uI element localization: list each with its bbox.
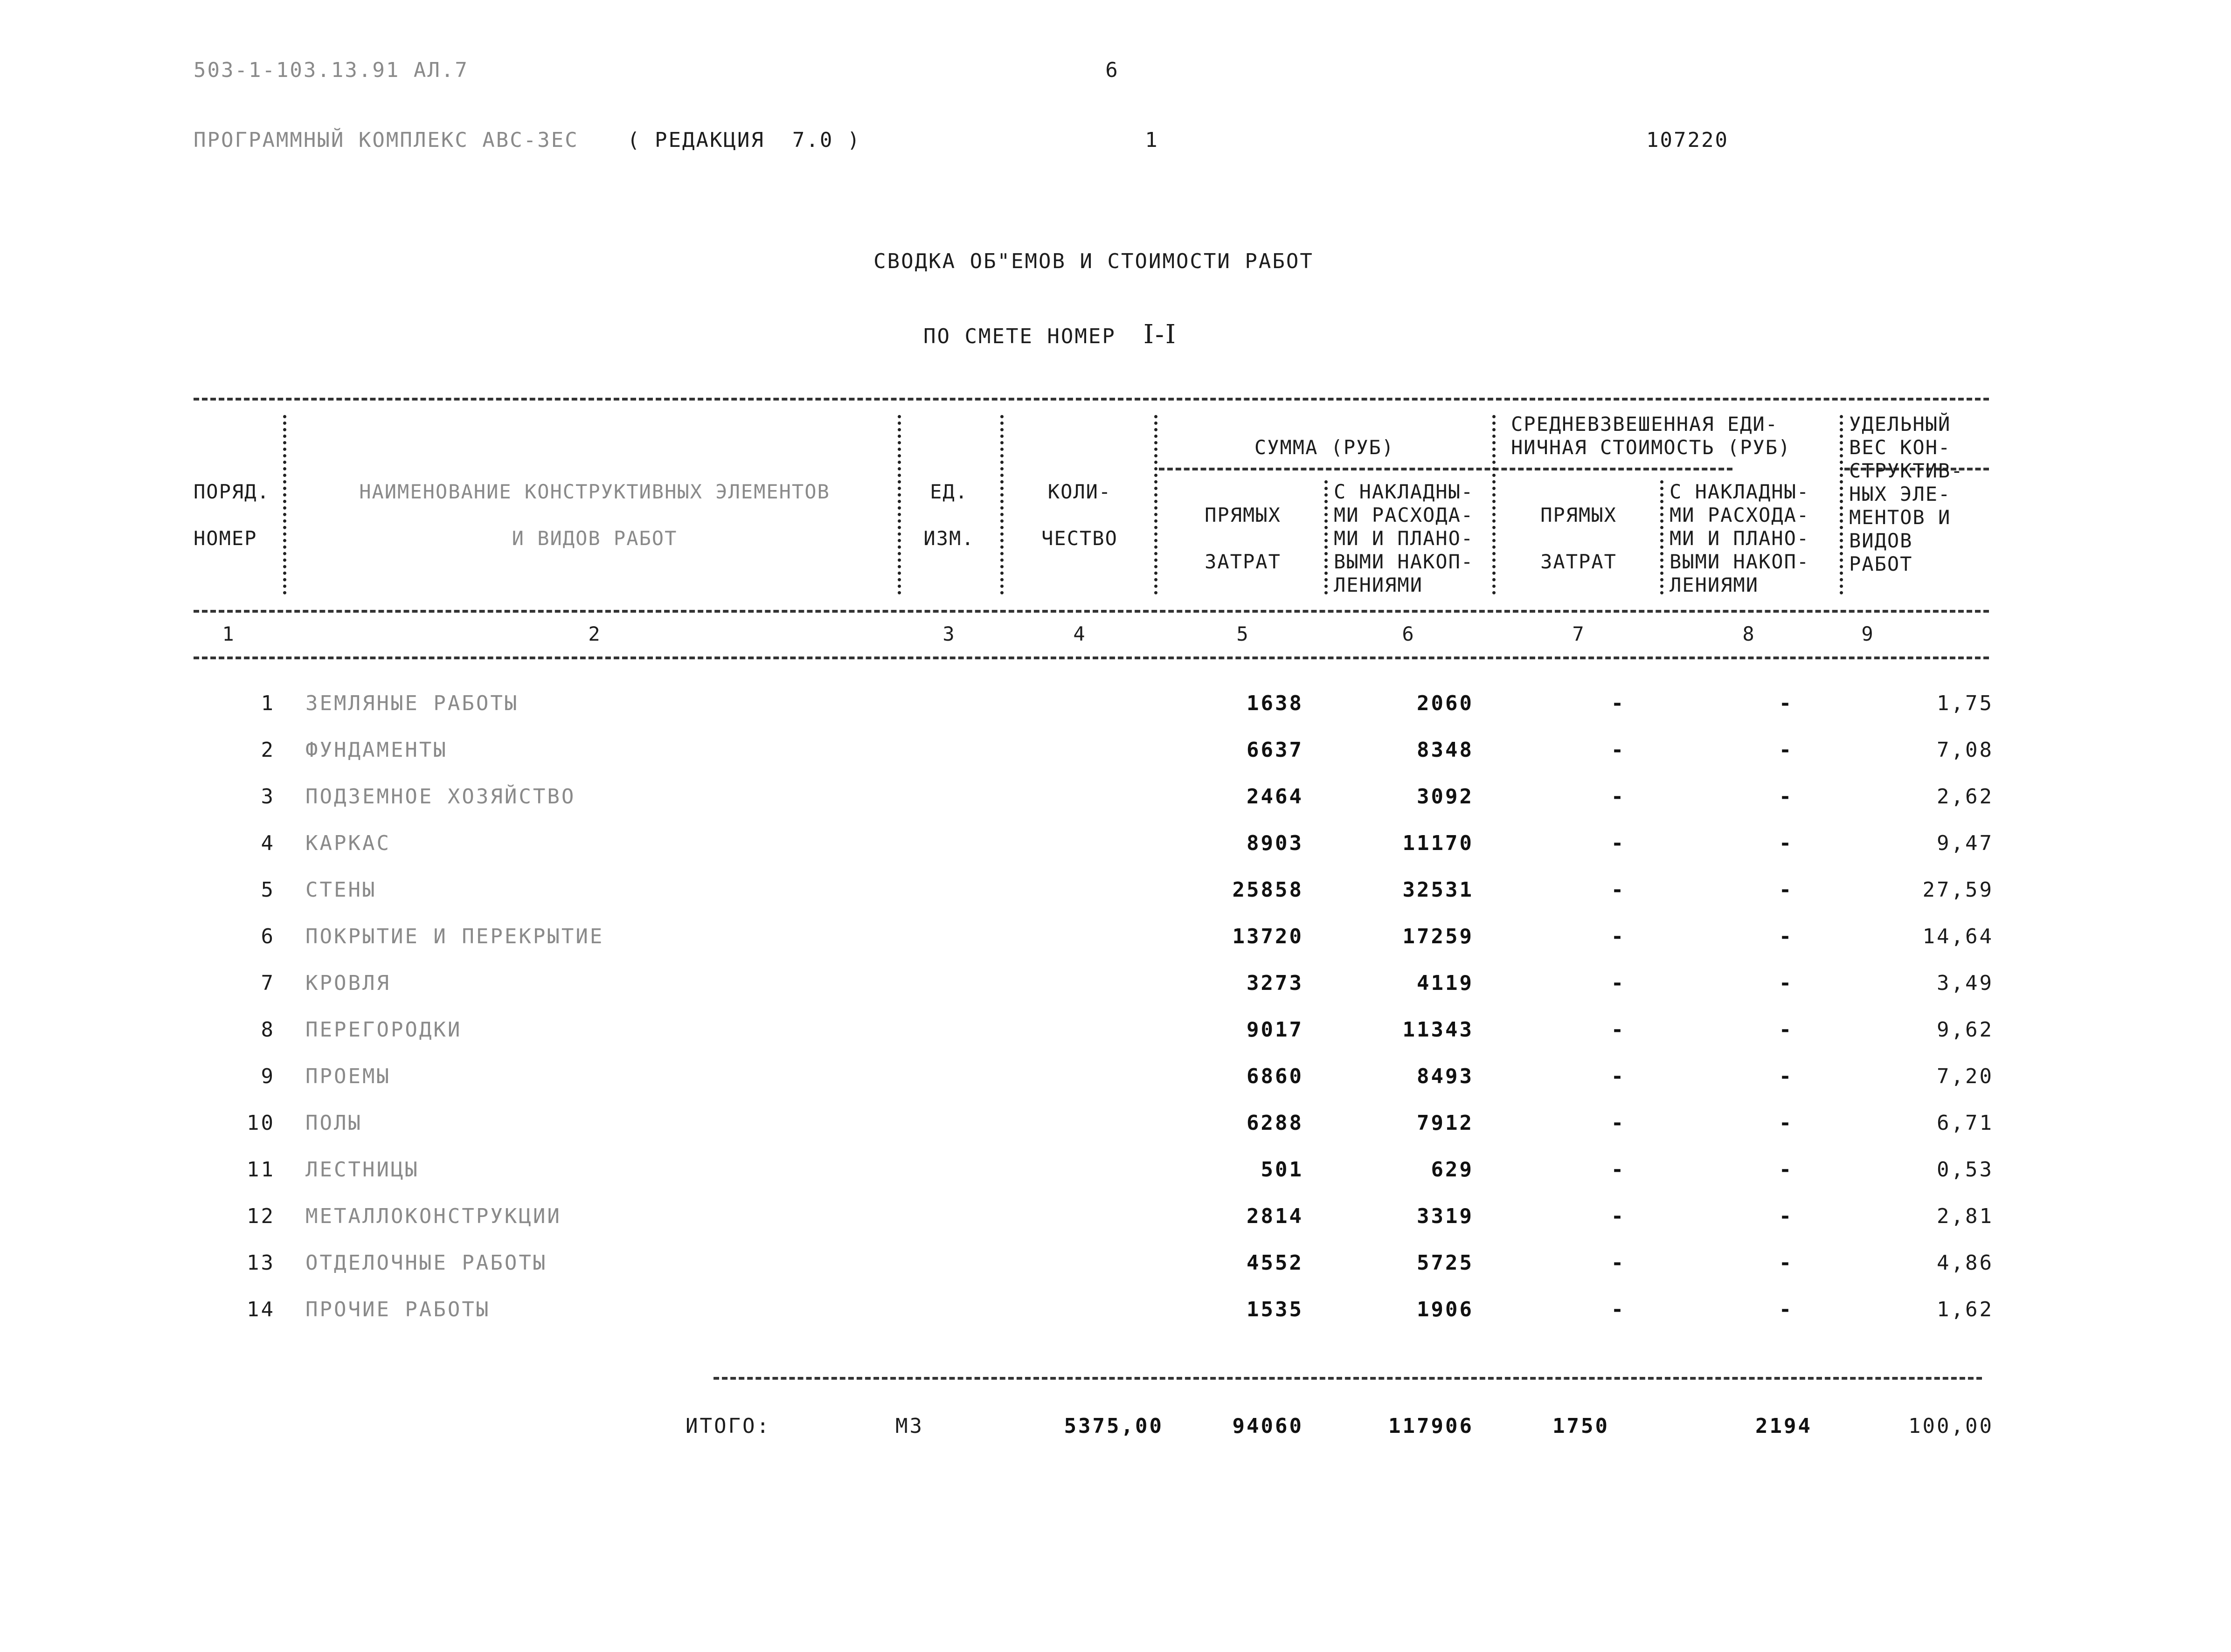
total-avg-overhead: 2194 <box>1755 1414 1812 1438</box>
row-number: 7 <box>261 971 275 995</box>
row-weight: 9,62 <box>1937 1018 1994 1042</box>
row-direct: 9017 <box>1247 1018 1303 1042</box>
row-name: ПОЛЫ <box>305 1111 362 1135</box>
row-weight: 1,75 <box>1937 691 1994 715</box>
col-header-weight-6: ВИДОВ <box>1849 529 1913 552</box>
col-number-5: 5 <box>1236 622 1249 645</box>
total-label: ИТОГО: <box>686 1414 771 1438</box>
row-name: ПОКРЫТИЕ И ПЕРЕКРЫТИЕ <box>305 925 604 948</box>
row-name: МЕТАЛЛОКОНСТРУКЦИИ <box>305 1204 561 1228</box>
row-avg-direct: - <box>1611 878 1626 902</box>
row-name: ПОДЗЕМНОЕ ХОЗЯЙСТВО <box>305 785 576 809</box>
col-header-order-1: ПОРЯД. <box>194 480 270 503</box>
row-direct: 6288 <box>1247 1111 1303 1135</box>
row-avg-overhead: - <box>1779 738 1794 762</box>
row-name: КАРКАС <box>305 831 391 855</box>
col-header-avg-overhead-3: МИ И ПЛАНО- <box>1670 527 1810 550</box>
row-avg-overhead: - <box>1779 1018 1794 1042</box>
row-name: ПРОЕМЫ <box>305 1064 391 1088</box>
row-avg-direct: - <box>1611 1204 1626 1228</box>
col-header-avg-overhead-4: ВЫМИ НАКОП- <box>1670 550 1810 573</box>
row-avg-direct: - <box>1611 831 1626 855</box>
row-direct: 13720 <box>1232 925 1303 948</box>
col-group-sum: СУММА (РУБ) <box>1254 436 1395 459</box>
total-weight: 100,00 <box>1908 1414 1994 1438</box>
row-number: 4 <box>261 831 275 855</box>
col-header-avg-overhead-1: С НАКЛАДНЫ- <box>1670 480 1810 503</box>
row-number: 3 <box>261 785 275 809</box>
row-direct: 1535 <box>1247 1298 1303 1321</box>
row-avg-overhead: - <box>1779 1298 1794 1321</box>
row-avg-direct: - <box>1611 785 1626 809</box>
row-direct: 3273 <box>1247 971 1303 995</box>
col-header-weight-4: НЫХ ЭЛЕ- <box>1849 483 1951 505</box>
col-number-8: 8 <box>1742 622 1755 645</box>
table-top-rule <box>194 398 1989 401</box>
col-header-weight-2: ВЕС КОН- <box>1849 436 1951 459</box>
row-avg-direct: - <box>1611 1158 1626 1182</box>
col-header-weight-1: УДЕЛЬНЫЙ <box>1849 413 1951 435</box>
row-overhead: 8493 <box>1417 1064 1474 1088</box>
col-header-order-2: НОМЕР <box>194 527 257 550</box>
group-divider-rule <box>1159 468 1732 470</box>
row-overhead: 8348 <box>1417 738 1474 762</box>
row-name: КРОВЛЯ <box>305 971 391 995</box>
row-number: 14 <box>247 1298 275 1321</box>
total-avg-direct: 1750 <box>1552 1414 1609 1438</box>
col-number-4: 4 <box>1073 622 1086 645</box>
col-header-avg-direct-1: ПРЯМЫХ <box>1540 504 1617 526</box>
col-header-weight-7: РАБОТ <box>1849 553 1913 575</box>
row-number: 8 <box>261 1018 275 1042</box>
col-separator <box>1492 415 1496 594</box>
row-avg-overhead: - <box>1779 1158 1794 1182</box>
col-header-overhead-4: ВЫМИ НАКОП- <box>1334 550 1474 573</box>
row-avg-direct: - <box>1611 1111 1626 1135</box>
row-avg-overhead: - <box>1779 785 1794 809</box>
row-direct: 6860 <box>1247 1064 1303 1088</box>
col-header-unit-2: ИЗМ. <box>923 527 975 550</box>
row-avg-overhead: - <box>1779 1251 1794 1275</box>
total-direct: 94060 <box>1232 1414 1303 1438</box>
page-title: СВОДКА ОБ"ЕМОВ И СТОИМОСТИ РАБОТ <box>873 249 1314 273</box>
row-avg-direct: - <box>1611 691 1626 715</box>
col-number-1: 1 <box>222 622 235 645</box>
row-overhead: 1906 <box>1417 1298 1474 1321</box>
col-header-overhead-2: МИ РАСХОДА- <box>1334 504 1474 526</box>
row-number: 2 <box>261 738 275 762</box>
row-number: 9 <box>261 1064 275 1088</box>
row-weight: 27,59 <box>1922 878 1994 902</box>
total-quantity: 5375,00 <box>1064 1414 1164 1438</box>
header-bottom-rule <box>194 610 1989 613</box>
row-name: ПРОЧИЕ РАБОТЫ <box>305 1298 491 1321</box>
col-header-overhead-3: МИ И ПЛАНО- <box>1334 527 1474 550</box>
row-direct: 2814 <box>1247 1204 1303 1228</box>
col-header-quantity-1: КОЛИ- <box>1047 480 1112 503</box>
row-name: ОТДЕЛОЧНЫЕ РАБОТЫ <box>305 1251 547 1275</box>
row-number: 6 <box>261 925 275 948</box>
subtitle-prefix: ПО СМЕТЕ НОМЕР <box>923 325 1116 348</box>
row-weight: 14,64 <box>1922 925 1994 948</box>
row-weight: 7,20 <box>1937 1064 1994 1088</box>
col-separator <box>1660 480 1663 594</box>
row-overhead: 5725 <box>1417 1251 1474 1275</box>
row-avg-overhead: - <box>1779 1111 1794 1135</box>
total-unit: М3 <box>895 1414 924 1438</box>
row-number: 5 <box>261 878 275 902</box>
page-number: 6 <box>1105 58 1119 82</box>
col-header-name-2: И ВИДОВ РАБОТ <box>512 527 678 550</box>
row-direct: 4552 <box>1247 1251 1303 1275</box>
sheet-number: 1 <box>1145 128 1159 152</box>
col-number-6: 6 <box>1402 622 1415 645</box>
edition-label: ( РЕДАКЦИЯ 7.0 ) <box>627 128 861 152</box>
col-header-avg-direct-2: ЗАТРАТ <box>1540 550 1617 573</box>
col-separator <box>1324 480 1328 594</box>
col-header-overhead-5: ЛЕНИЯМИ <box>1334 574 1423 596</box>
col-separator <box>1154 415 1157 594</box>
row-weight: 7,08 <box>1937 738 1994 762</box>
col-separator <box>283 415 286 594</box>
col-header-avg-overhead-5: ЛЕНИЯМИ <box>1670 574 1759 596</box>
row-direct: 2464 <box>1247 785 1303 809</box>
row-overhead: 11170 <box>1402 831 1474 855</box>
row-weight: 4,86 <box>1937 1251 1994 1275</box>
row-overhead: 2060 <box>1417 691 1474 715</box>
col-header-overhead-1: С НАКЛАДНЫ- <box>1334 480 1474 503</box>
col-number-7: 7 <box>1572 622 1585 645</box>
row-avg-overhead: - <box>1779 971 1794 995</box>
col-group-average-1: СРЕДНЕВЗВЕШЕННАЯ ЕДИ- <box>1511 413 1779 435</box>
total-rule <box>714 1377 1982 1380</box>
row-avg-overhead: - <box>1779 1204 1794 1228</box>
row-name: ФУНДАМЕНТЫ <box>305 738 448 762</box>
row-overhead: 11343 <box>1402 1018 1474 1042</box>
subtitle <box>923 319 1177 350</box>
row-weight: 0,53 <box>1937 1158 1994 1182</box>
col-number-9: 9 <box>1861 622 1874 645</box>
col-number-3: 3 <box>942 622 956 645</box>
row-avg-overhead: - <box>1779 831 1794 855</box>
row-avg-direct: - <box>1611 971 1626 995</box>
row-name: ЗЕМЛЯНЫЕ РАБОТЫ <box>305 691 519 715</box>
row-number: 12 <box>247 1204 275 1228</box>
row-avg-direct: - <box>1611 925 1626 948</box>
row-weight: 1,62 <box>1937 1298 1994 1321</box>
row-avg-direct: - <box>1611 1298 1626 1321</box>
col-separator <box>1840 415 1843 594</box>
row-avg-overhead: - <box>1779 691 1794 715</box>
row-weight: 9,47 <box>1937 831 1994 855</box>
row-overhead: 4119 <box>1417 971 1474 995</box>
row-direct: 8903 <box>1247 831 1303 855</box>
row-weight: 3,49 <box>1937 971 1994 995</box>
col-header-weight-3: СТРУКТИВ- <box>1849 459 1964 482</box>
col-header-unit-1: ЕД. <box>930 480 968 503</box>
numbers-bottom-rule <box>194 657 1989 659</box>
row-overhead: 32531 <box>1402 878 1474 902</box>
row-name: ПЕРЕГОРОДКИ <box>305 1018 462 1042</box>
row-name: ЛЕСТНИЦЫ <box>305 1158 419 1182</box>
row-avg-overhead: - <box>1779 925 1794 948</box>
row-avg-direct: - <box>1611 1018 1626 1042</box>
row-number: 10 <box>247 1111 275 1135</box>
row-number: 13 <box>247 1251 275 1275</box>
row-overhead: 3319 <box>1417 1204 1474 1228</box>
row-avg-overhead: - <box>1779 1064 1794 1088</box>
col-header-direct-2: ЗАТРАТ <box>1205 550 1281 573</box>
col-header-weight-5: МЕНТОВ И <box>1849 506 1951 529</box>
row-number: 11 <box>247 1158 275 1182</box>
col-header-avg-overhead-2: МИ РАСХОДА- <box>1670 504 1810 526</box>
row-overhead: 17259 <box>1402 925 1474 948</box>
row-avg-direct: - <box>1611 1064 1626 1088</box>
col-header-name-1: НАИМЕНОВАНИЕ КОНСТРУКТИВНЫХ ЭЛЕМЕНТОВ <box>359 480 830 503</box>
row-overhead: 7912 <box>1417 1111 1474 1135</box>
row-avg-overhead: - <box>1779 878 1794 902</box>
row-name: СТЕНЫ <box>305 878 377 902</box>
total-overhead: 117906 <box>1388 1414 1474 1438</box>
row-avg-direct: - <box>1611 1251 1626 1275</box>
row-direct: 1638 <box>1247 691 1303 715</box>
row-weight: 6,71 <box>1937 1111 1994 1135</box>
estimate-number: I-I <box>1143 319 1178 350</box>
row-direct: 6637 <box>1247 738 1303 762</box>
col-separator <box>1000 415 1004 594</box>
row-direct: 501 <box>1261 1158 1303 1182</box>
row-avg-direct: - <box>1611 738 1626 762</box>
document-number: 107220 <box>1646 128 1729 152</box>
row-overhead: 629 <box>1431 1158 1474 1182</box>
col-number-2: 2 <box>588 622 601 645</box>
program-line: ПРОГРАММНЫЙ КОМПЛЕКС АВС-3ЕС <box>194 128 579 152</box>
row-weight: 2,62 <box>1937 785 1994 809</box>
col-group-average-2: НИЧНАЯ СТОИМОСТЬ (РУБ) <box>1511 436 1791 459</box>
col-header-direct-1: ПРЯМЫХ <box>1205 504 1281 526</box>
row-direct: 25858 <box>1232 878 1303 902</box>
document-code: 503-1-103.13.91 АЛ.7 <box>194 58 469 82</box>
col-separator <box>898 415 901 594</box>
row-number: 1 <box>261 691 275 715</box>
row-weight: 2,81 <box>1937 1204 1994 1228</box>
row-overhead: 3092 <box>1417 785 1474 809</box>
col-header-quantity-2: ЧЕСТВО <box>1041 527 1118 550</box>
